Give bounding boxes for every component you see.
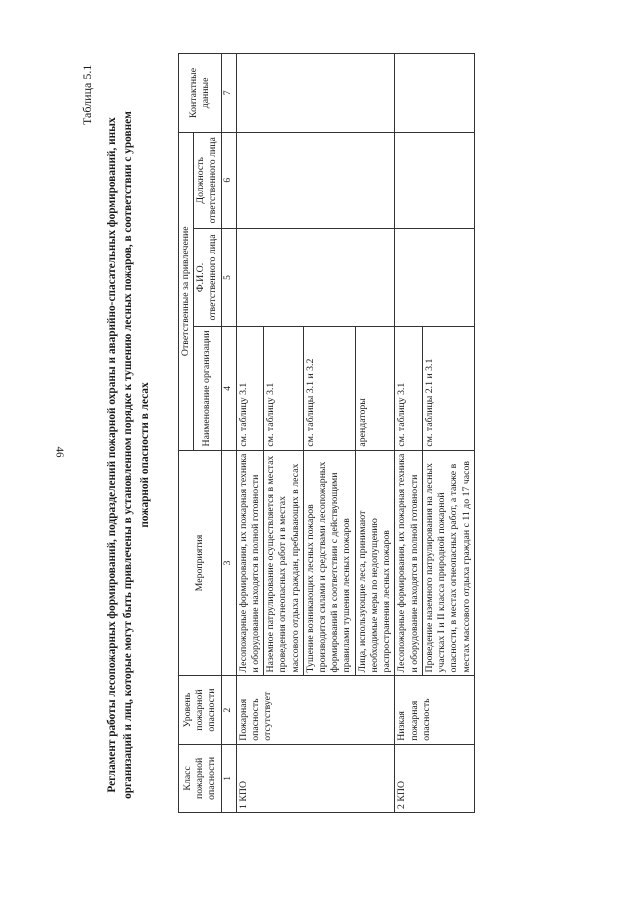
column-number-row (221, 54, 236, 813)
document-title: Регламент работы лесопожарных формирований, подразделений пожарной охраны и аварийно-спасательных формирований, иных организаций и лиц, которые могут быть привлечены в установленном порядке к тушению лесных пожаров, в соответствии с уровнем пожарной опасности в лесах (106, 111, 151, 799)
col-number: 1 (221, 744, 236, 812)
regulation-table (178, 53, 475, 813)
position-cell (236, 132, 395, 228)
org-cell: см. таблицы 3.1 и 3.2 (303, 327, 355, 450)
header-measures: Мероприятия (179, 450, 222, 676)
org-cell: см. таблицы 2.1 и 3.1 (422, 327, 474, 450)
table-row (236, 54, 263, 813)
header-org: Наименование организации (194, 327, 221, 450)
level-cell: Пожарная опасность отсутствует (236, 676, 395, 744)
header-position: Должность ответственного лица (194, 132, 221, 228)
col-number: 6 (221, 132, 236, 228)
col-number: 4 (221, 327, 236, 450)
header-contacts: Контактные данные (179, 54, 222, 133)
measure-cell: Проведение наземного патрулирования на лесных участках I и II класса природной пожарной опасности, в местах огнеопасных работ, а также в местах массового отдыха граждан с 11 до 17 часов (422, 450, 474, 676)
header-class: Класс пожарной опасности (179, 744, 222, 812)
class-cell: 2 КПО (395, 744, 474, 812)
header-row-1 (179, 54, 194, 813)
level-cell: Низкая пожарная опасность (395, 676, 474, 744)
fio-cell (236, 228, 395, 326)
measure-cell: Лесопожарные формирования, их пожарная техника и оборудование находятся в полной готовности (236, 450, 263, 676)
col-number: 7 (221, 54, 236, 133)
col-number: 2 (221, 676, 236, 744)
class-cell: 1 КПО (236, 744, 395, 812)
table-caption: Таблица 5.1 (80, 64, 94, 125)
measure-cell: Лица, использующие леса, принимают необходимые меры по недопущению распространения лесных пожаров (355, 450, 395, 676)
position-cell (395, 132, 474, 228)
fio-cell (395, 228, 474, 326)
org-cell: см. таблицу 3.1 (395, 327, 422, 450)
header-fio: Ф.И.О. ответственного лица (194, 228, 221, 326)
org-cell: см. таблицу 3.1 (236, 327, 263, 450)
contacts-cell (236, 54, 395, 133)
page-number: 46 (53, 446, 66, 458)
header-responsible: Ответственные за привлечение (179, 132, 194, 450)
org-cell: арендаторы (355, 327, 395, 450)
table-row (395, 54, 422, 813)
org-cell: см. таблицу 3.1 (264, 327, 304, 450)
measure-cell: Лесопожарные формирования, их пожарная техника и оборудование находятся в полной готовности (395, 450, 422, 676)
measure-cell: Наземное патрулирование осуществляется в местах проведения огнеопасных работ и в местах массового отдыха граждан, пребывающих в лесах (264, 450, 304, 676)
col-number: 3 (221, 450, 236, 676)
contacts-cell (395, 54, 474, 133)
col-number: 5 (221, 228, 236, 326)
measure-cell: Тушение возникающих лесных пожаров производится силами и средствами лесопожарных формирований в соответствии с действующими правилами тушения лесных пожаров (303, 450, 355, 676)
header-level: Уровень пожарной опасности (179, 676, 222, 744)
